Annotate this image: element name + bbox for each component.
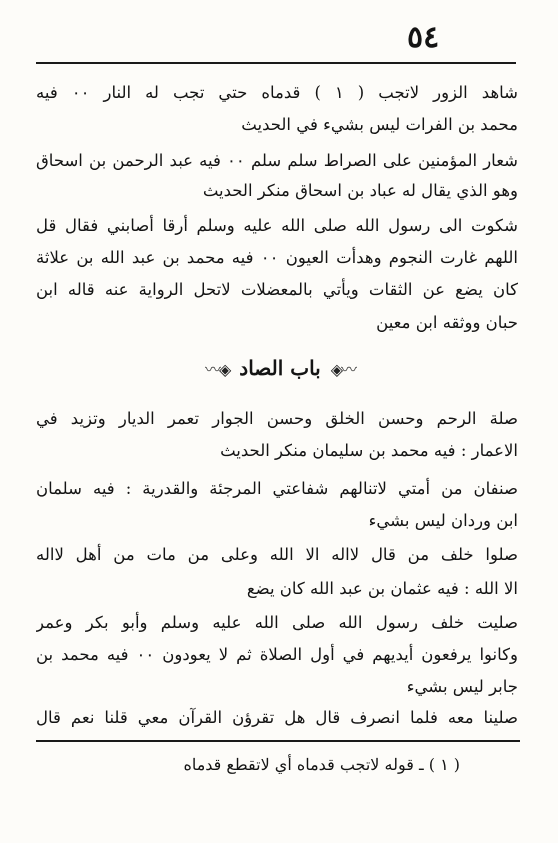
footnote: ( ١ ) ـ قوله لاتجب قدماه أي لاتقطع قدماه <box>183 755 460 774</box>
text-line: كان يضع عن الثقات ويأتي بالمعضلات لاتحل الرواية عنه قاله ابن <box>36 280 518 299</box>
text-line: شاهد الزور لاتجب ( ١ ) قدماه حتي تجب له النار ٠٠ فيه <box>36 83 518 102</box>
section-heading <box>150 348 410 388</box>
text-line: شعار المؤمنين على الصراط سلم سلم ٠٠ فيه عبد الرحمن بن اسحاق <box>36 151 518 170</box>
header-rule <box>36 62 516 64</box>
text-line: ابن وردان ليس بشيء <box>368 511 518 530</box>
text-line: وكانوا يرفعون أيديهم في أول الصلاة ثم لا يعودون ٠٠ فيه محمد بن <box>36 645 518 664</box>
page-number: ٥٤ <box>407 20 440 55</box>
ornament-left-icon: ◈〰 <box>204 359 230 379</box>
text-line: حبان ووثقه ابن معين <box>376 313 518 332</box>
footnote-rule <box>36 740 520 742</box>
text-line: صلة الرحم وحسن الخلق وحسن الجوار تعمر الديار وتزيد في <box>36 409 518 428</box>
text-line: جابر ليس بشيء <box>406 677 518 696</box>
text-line: اللهم غارت النجوم وهدأت العيون ٠٠ فيه محمد بن عبد الله بن علاثة <box>36 248 518 267</box>
text-line: صليت خلف رسول الله صلى الله عليه وسلم وأبو بكر وعمر <box>36 613 518 632</box>
ornament-right-icon: 〰◈ <box>330 359 356 379</box>
text-line: محمد بن الفرات ليس بشيء في الحديث <box>241 115 518 134</box>
section-title: باب الصاد <box>239 356 321 380</box>
text-line: شكوت الى رسول الله صلى الله عليه وسلم أرقا أصابني فقال قل <box>36 216 518 235</box>
text-line: وهو الذي يقال له عباد بن اسحاق منكر الحديث <box>202 181 518 200</box>
text-line: الاعمار : فيه محمد بن سليمان منكر الحديث <box>220 441 518 460</box>
text-line: الا الله : فيه عثمان بن عبد الله كان يضع <box>246 579 518 598</box>
text-line: صنفان من أمتي لاتنالهم شفاعتي المرجئة والقدرية : فيه سلمان <box>36 479 518 498</box>
text-line: صلوا خلف من قال لااله الا الله وعلى من مات من أهل لااله <box>36 545 518 564</box>
text-line: صلينا معه فلما انصرف قال هل تقرؤن القرآن معي قلنا نعم قال <box>36 708 518 727</box>
